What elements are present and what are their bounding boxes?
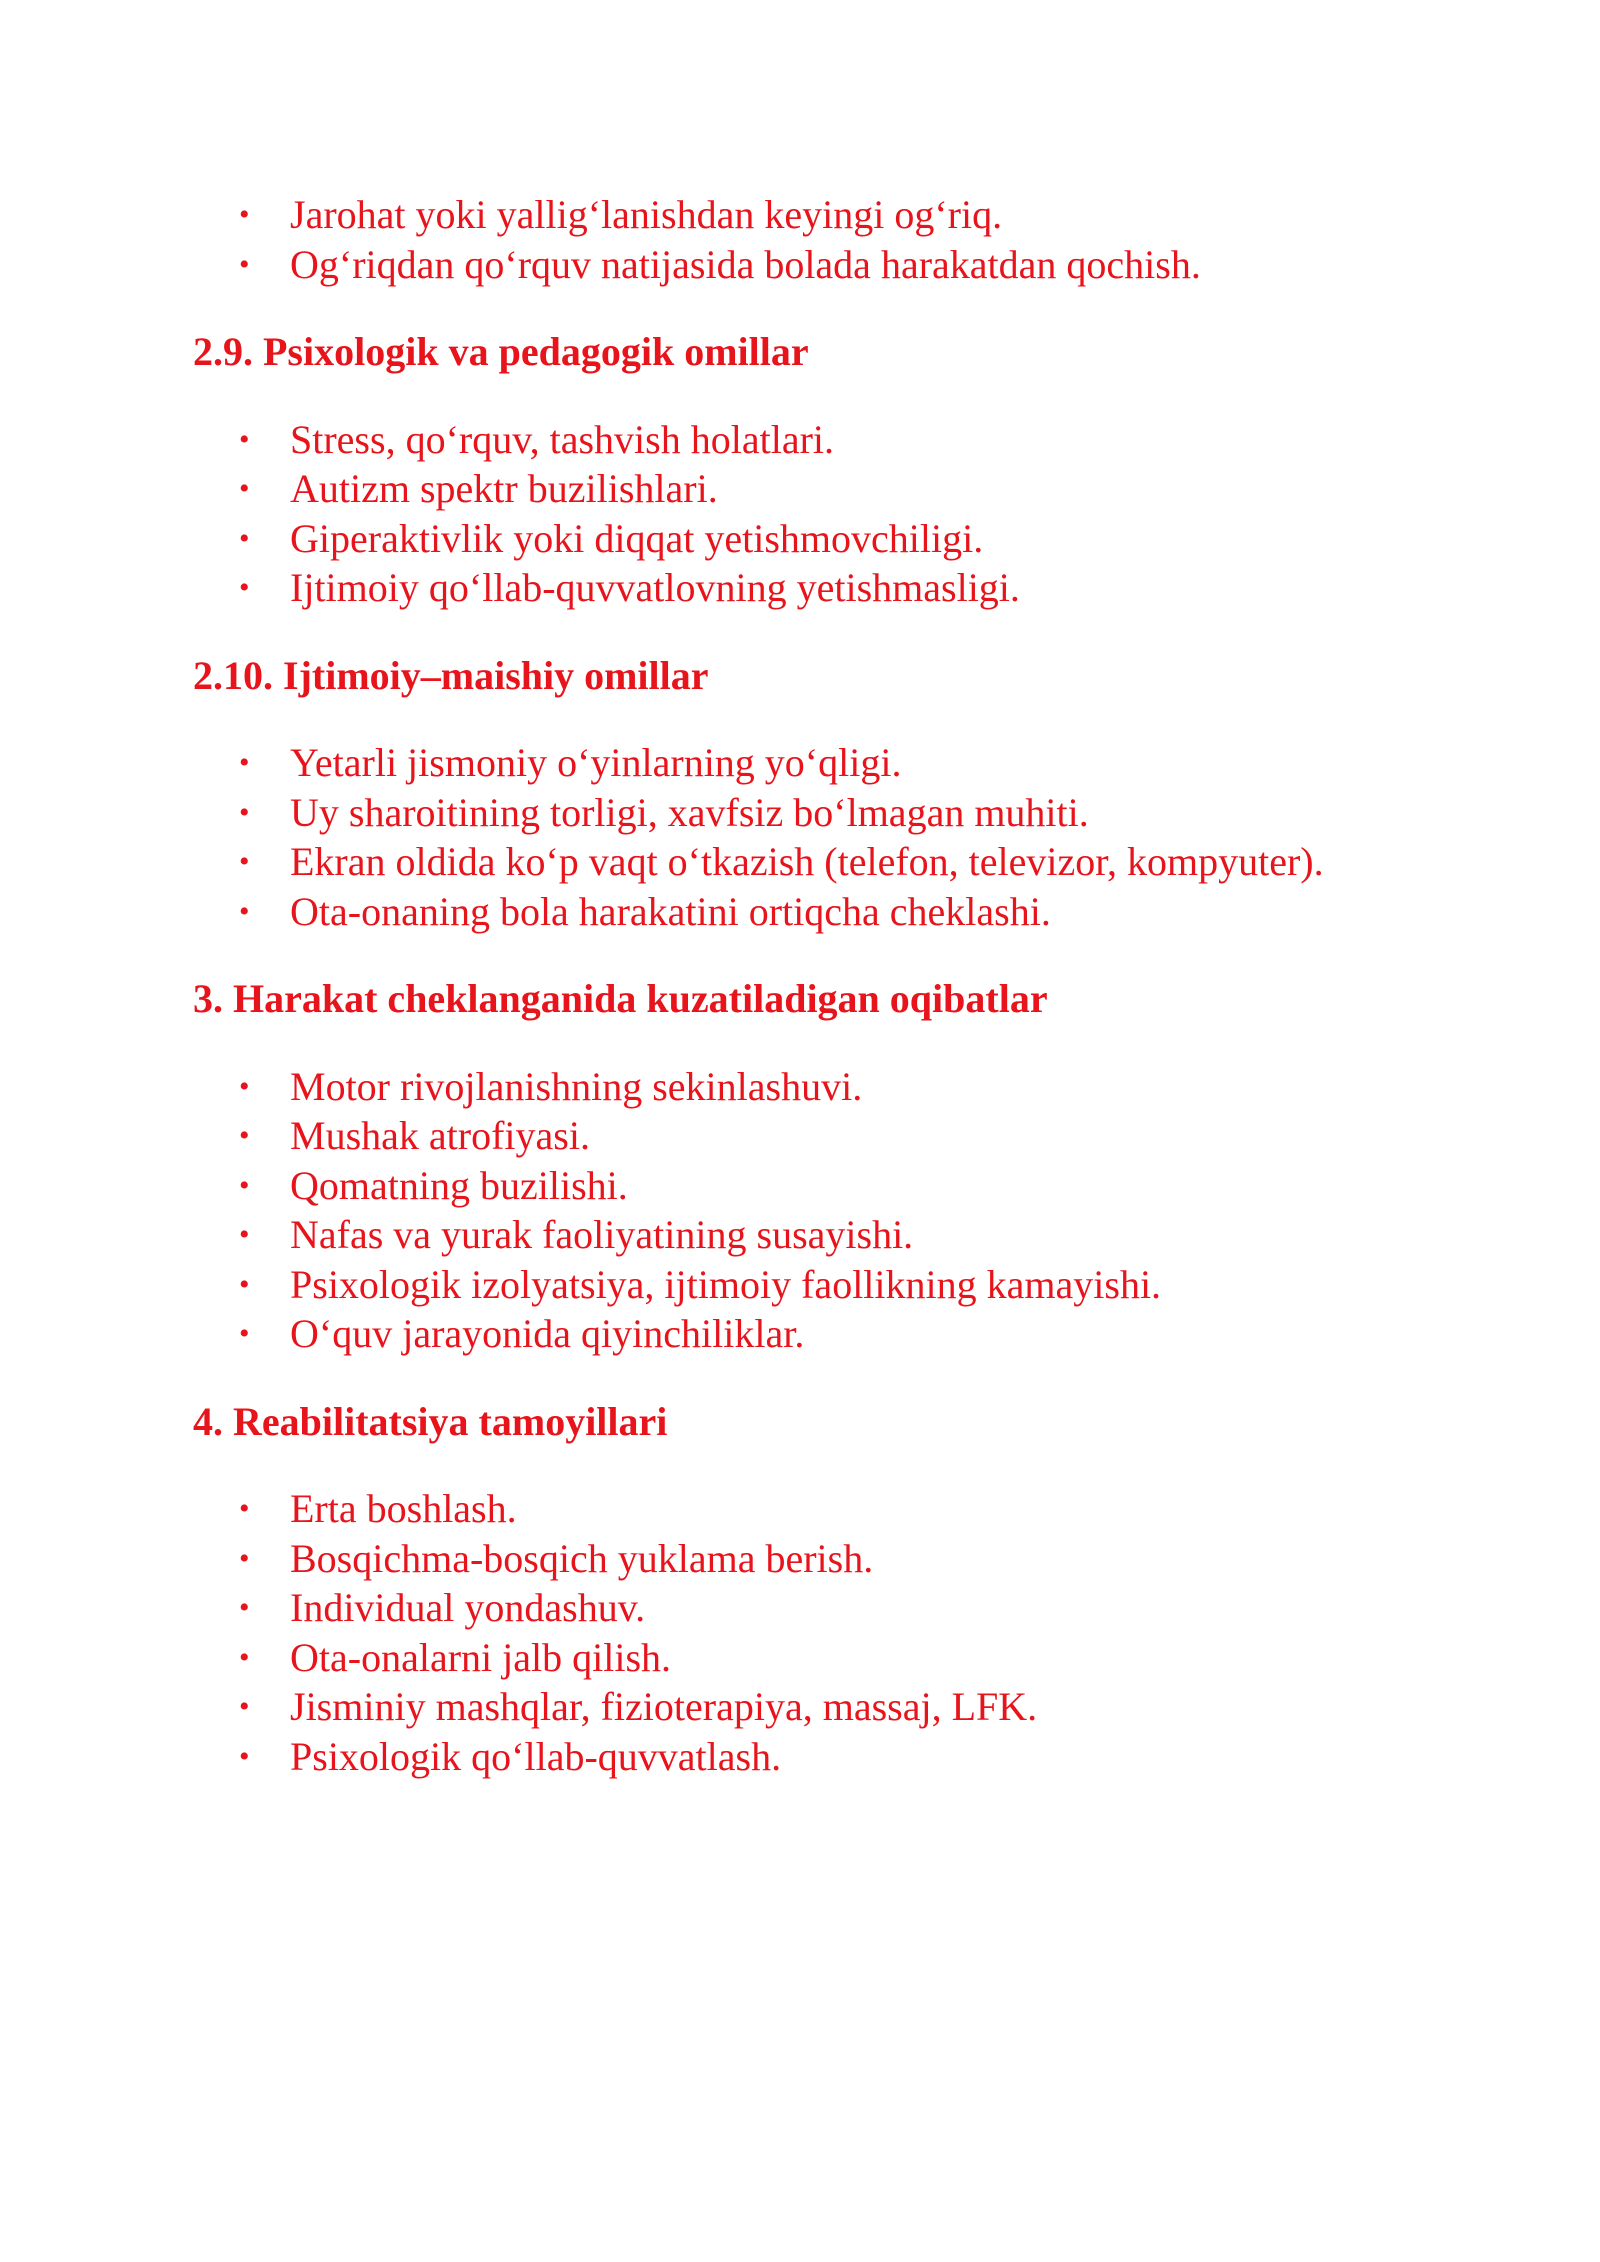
bullet-icon: •	[239, 845, 250, 878]
list-item-text: Giperaktivlik yoki diqqat yetishmovchiligi.	[290, 515, 984, 561]
list-item	[193, 415, 1453, 465]
list-item-text: Qomatning buzilishi.	[290, 1162, 628, 1208]
bullet-icon: •	[239, 1317, 250, 1350]
intro-list	[193, 190, 1453, 289]
list-item	[193, 1534, 1453, 1584]
bullet-icon: •	[239, 1267, 250, 1301]
bullet-icon: •	[239, 472, 250, 505]
bullet-icon: •	[239, 1069, 250, 1103]
list-item-text: Individual yondashuv.	[290, 1585, 646, 1630]
bullet-icon: •	[239, 746, 250, 779]
list-item	[193, 240, 1453, 290]
list-item-text: Nafas va yurak faoliyatining susayishi.	[290, 1212, 914, 1257]
section-heading-2-10: 2.10. Ijtimoiy–maishiy omillar	[193, 652, 709, 698]
section-heading-4: 4. Reabilitatsiya tamoyillari	[193, 1398, 668, 1444]
list-item-text: Jisminiy mashqlar, fizioterapiya, massaj, LFK.	[290, 1684, 1038, 1729]
section-list-4	[193, 1484, 1453, 1781]
bullet-icon: •	[239, 521, 250, 555]
list-item	[193, 1633, 1453, 1683]
list-item	[193, 514, 1453, 564]
section-heading-2-9: 2.9. Psixologik va pedagogik omillar	[193, 329, 809, 374]
list-item-text: Psixologik izolyatsiya, ijtimoiy faollikning kamayishi.	[290, 1261, 1162, 1307]
bullet-icon: •	[239, 1492, 250, 1525]
bullet-icon: •	[239, 247, 250, 281]
list-item-text: Mushak atrofiyasi.	[290, 1113, 590, 1158]
list-item	[193, 837, 1453, 887]
bullet-icon: •	[239, 1541, 250, 1575]
list-item	[193, 887, 1453, 937]
section-list-2-10	[193, 738, 1453, 936]
bullet-icon: •	[239, 894, 250, 928]
list-item	[193, 1062, 1453, 1112]
list-item	[193, 1260, 1453, 1310]
list-item-text: Motor rivojlanishning sekinlashuvi.	[290, 1063, 863, 1109]
list-item	[193, 1161, 1453, 1211]
list-item	[193, 788, 1453, 838]
list-item-text: Jarohat yoki yallig‘lanishdan keyingi og‘riq.	[290, 192, 1003, 237]
bullet-icon: •	[239, 571, 250, 604]
bullet-icon: •	[239, 1591, 250, 1624]
bullet-icon: •	[239, 1739, 250, 1773]
list-item-text: Ekran oldida ko‘p vaqt o‘tkazish (telefon, televizor, kompyuter).	[290, 839, 1324, 884]
list-item	[193, 1732, 1453, 1782]
bullet-icon: •	[239, 795, 250, 829]
list-item-text: O‘quv jarayonida qiyinchiliklar.	[290, 1311, 805, 1356]
list-item	[193, 1210, 1453, 1260]
bullet-icon: •	[239, 198, 250, 231]
list-item-text: Stress, qo‘rquv, tashvish holatlari.	[290, 416, 835, 462]
list-item-text: Bosqichma-bosqich yuklama berish.	[290, 1535, 874, 1581]
list-item	[193, 738, 1453, 788]
section-heading-3: 3. Harakat cheklanganida kuzatiladigan oqibatlar	[193, 976, 1048, 1021]
bullet-icon: •	[239, 1119, 250, 1152]
list-item	[193, 563, 1453, 613]
list-item	[193, 1111, 1453, 1161]
bullet-icon: •	[239, 1690, 250, 1723]
list-item-text: Ota-onaning bola harakatini ortiqcha cheklashi.	[290, 888, 1051, 934]
section-list-2-9	[193, 415, 1453, 613]
list-item-text: Psixologik qo‘llab-quvvatlash.	[290, 1733, 782, 1779]
list-item-text: Yetarli jismoniy o‘yinlarning yo‘qligi.	[290, 740, 902, 785]
section-list-3	[193, 1062, 1453, 1359]
bullet-icon: •	[239, 422, 250, 456]
bullet-icon: •	[239, 1218, 250, 1251]
list-item	[193, 1484, 1453, 1534]
list-item-text: Uy sharoitining torligi, xavfsiz bo‘lmagan muhiti.	[290, 789, 1089, 835]
list-item-text: Autizm spektr buzilishlari.	[290, 466, 718, 511]
list-item-text: Og‘riqdan qo‘rquv natijasida bolada harakatdan qochish.	[290, 241, 1201, 287]
list-item	[193, 1309, 1453, 1359]
bullet-icon: •	[239, 1168, 250, 1202]
list-item	[193, 1583, 1453, 1633]
document-content	[193, 190, 1453, 1781]
list-item	[193, 1682, 1453, 1732]
list-item-text: Ota-onalarni jalb qilish.	[290, 1634, 672, 1680]
list-item	[193, 464, 1453, 514]
bullet-icon: •	[239, 1640, 250, 1674]
list-item-text: Erta boshlash.	[290, 1486, 517, 1531]
list-item-text: Ijtimoiy qo‘llab-quvvatlovning yetishmasligi.	[290, 565, 1020, 610]
list-item	[193, 190, 1453, 240]
